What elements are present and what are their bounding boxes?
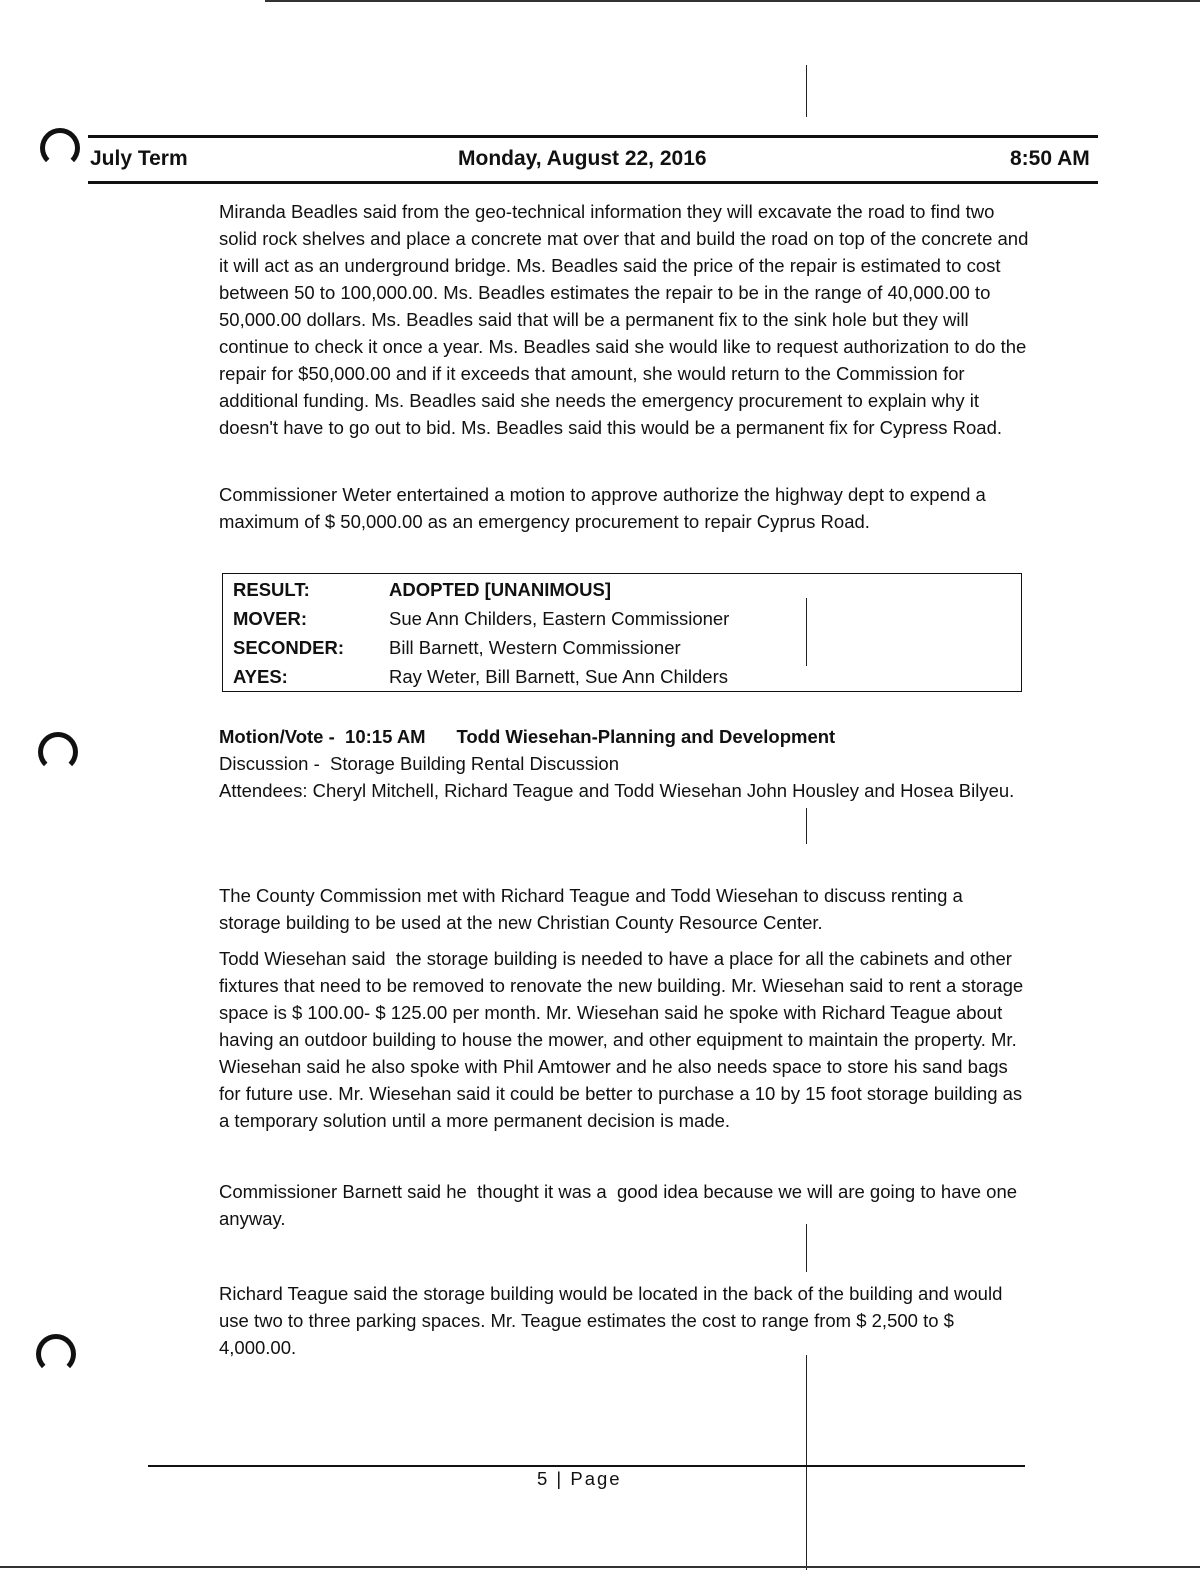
scan-mark: [806, 1224, 807, 1272]
header-date: Monday, August 22, 2016: [458, 147, 707, 170]
motion-section: [219, 723, 1029, 804]
paragraph-motion: [219, 481, 1029, 535]
motion-attendees: Attendees: Cheryl Mitchell, Richard Teague and Todd Wiesehan John Housley and Hosea Bilyeu.: [219, 780, 1015, 801]
header-term: July Term: [90, 147, 188, 170]
paragraph-text: The County Commission met with Richard Teague and Todd Wiesehan to discuss renting a storage building to be used at the new Christian County Resource Center.: [219, 885, 963, 933]
paragraph-barnett: [219, 1178, 1029, 1232]
bottom-scan-line: [0, 1566, 1200, 1568]
seconder-value: Bill Barnett, Western Commissioner: [389, 637, 681, 658]
binder-hole-icon: [40, 128, 80, 168]
motion-heading-line: [219, 723, 1029, 750]
paragraph-beadles: [219, 198, 1029, 441]
paragraph-text: Commissioner Weter entertained a motion to approve authorize the highway dept to expend a maximum of $ 50,000.00 as an emergency procurement to repair Cyprus Road.: [219, 484, 986, 532]
paragraph-teague: [219, 1280, 1029, 1361]
header-bottom-rule: [88, 181, 1098, 184]
mover-label: MOVER:: [233, 608, 307, 629]
motion-presenter: Todd Wiesehan-Planning and Development: [456, 726, 836, 747]
result-label: RESULT:: [233, 579, 310, 600]
mover-value: Sue Ann Childers, Eastern Commissioner: [389, 608, 730, 629]
binder-hole-icon: [36, 1334, 76, 1374]
ayes-label: AYES:: [233, 666, 288, 687]
scan-mark: [806, 808, 807, 844]
header-time: 8:50 AM: [1010, 147, 1090, 170]
paragraph-wiesehan: [219, 945, 1029, 1134]
top-scan-line: [265, 0, 1200, 2]
scan-mark: [806, 1355, 807, 1570]
paragraph-text: Richard Teague said the storage building would be located in the back of the building and would use two to three parking spaces. Mr. Teague estimates the cost to range from $ 2,500 to $ 4,000.00.: [219, 1283, 1003, 1358]
footer-rule: [148, 1465, 1025, 1467]
paragraph-text: Miranda Beadles said from the geo-technical information they will excavate the road to find two solid rock shelves and place a concrete mat over that and build the road on top of the concrete and it will act as an underground bridge. Ms. Beadles said the price of the repair is estimated to cost between 50 to 100,000.00. Ms. Beadles estimates the repair to be in the range of 40,000.00 to 50,000.00 dollars. Ms. Beadles said that will be a permanent fix to the sink hole but they will continue to check it once a year. Ms. Beadles said she would like to request authorization to do the repair for $50,000.00 and if it exceeds that amount, she would return to the Commission for additional funding. Ms. Beadles said she needs the emergency procurement to explain why it doesn't have to go out to bid. Ms. Beadles said this would be a permanent fix for Cypress Road.: [219, 201, 1029, 438]
ayes-value: Ray Weter, Bill Barnett, Sue Ann Childers: [389, 666, 728, 687]
paragraph-text: Commissioner Barnett said he thought it was a good idea because we will are going to have one anyway.: [219, 1181, 1023, 1229]
binder-hole-icon: [38, 732, 78, 772]
vote-result-table: [222, 573, 1022, 692]
paragraph-text: Todd Wiesehan said the storage building is needed to have a place for all the cabinets and other fixtures that need to be removed to renovate the new building. Mr. Wiesehan said to rent a storage space is $ 100.00- $ 125.00 per month. Mr. Wiesehan said he spoke with Richard Teague about having an outdoor building to house the mower, and other equipment to maintain the property. Mr. Wiesehan said he also spoke with Phil Amtower and he also needs space to store his sand bags for future use. Mr. Wiesehan said it could be better to purchase a 10 by 15 foot storage building as a temporary solution until a more permanent decision is made.: [219, 948, 1029, 1131]
motion-heading: Motion/Vote - 10:15 AM: [219, 726, 426, 747]
motion-discussion: Discussion - Storage Building Rental Discussion: [219, 753, 619, 774]
header-top-rule: [88, 135, 1098, 138]
result-value: ADOPTED [UNANIMOUS]: [389, 579, 611, 600]
scan-mark: [806, 65, 807, 117]
paragraph-commission-met: [219, 882, 1029, 936]
seconder-label: SECONDER:: [233, 637, 345, 658]
page-number: 5 | Page: [537, 1468, 622, 1489]
scan-mark: [806, 598, 807, 666]
